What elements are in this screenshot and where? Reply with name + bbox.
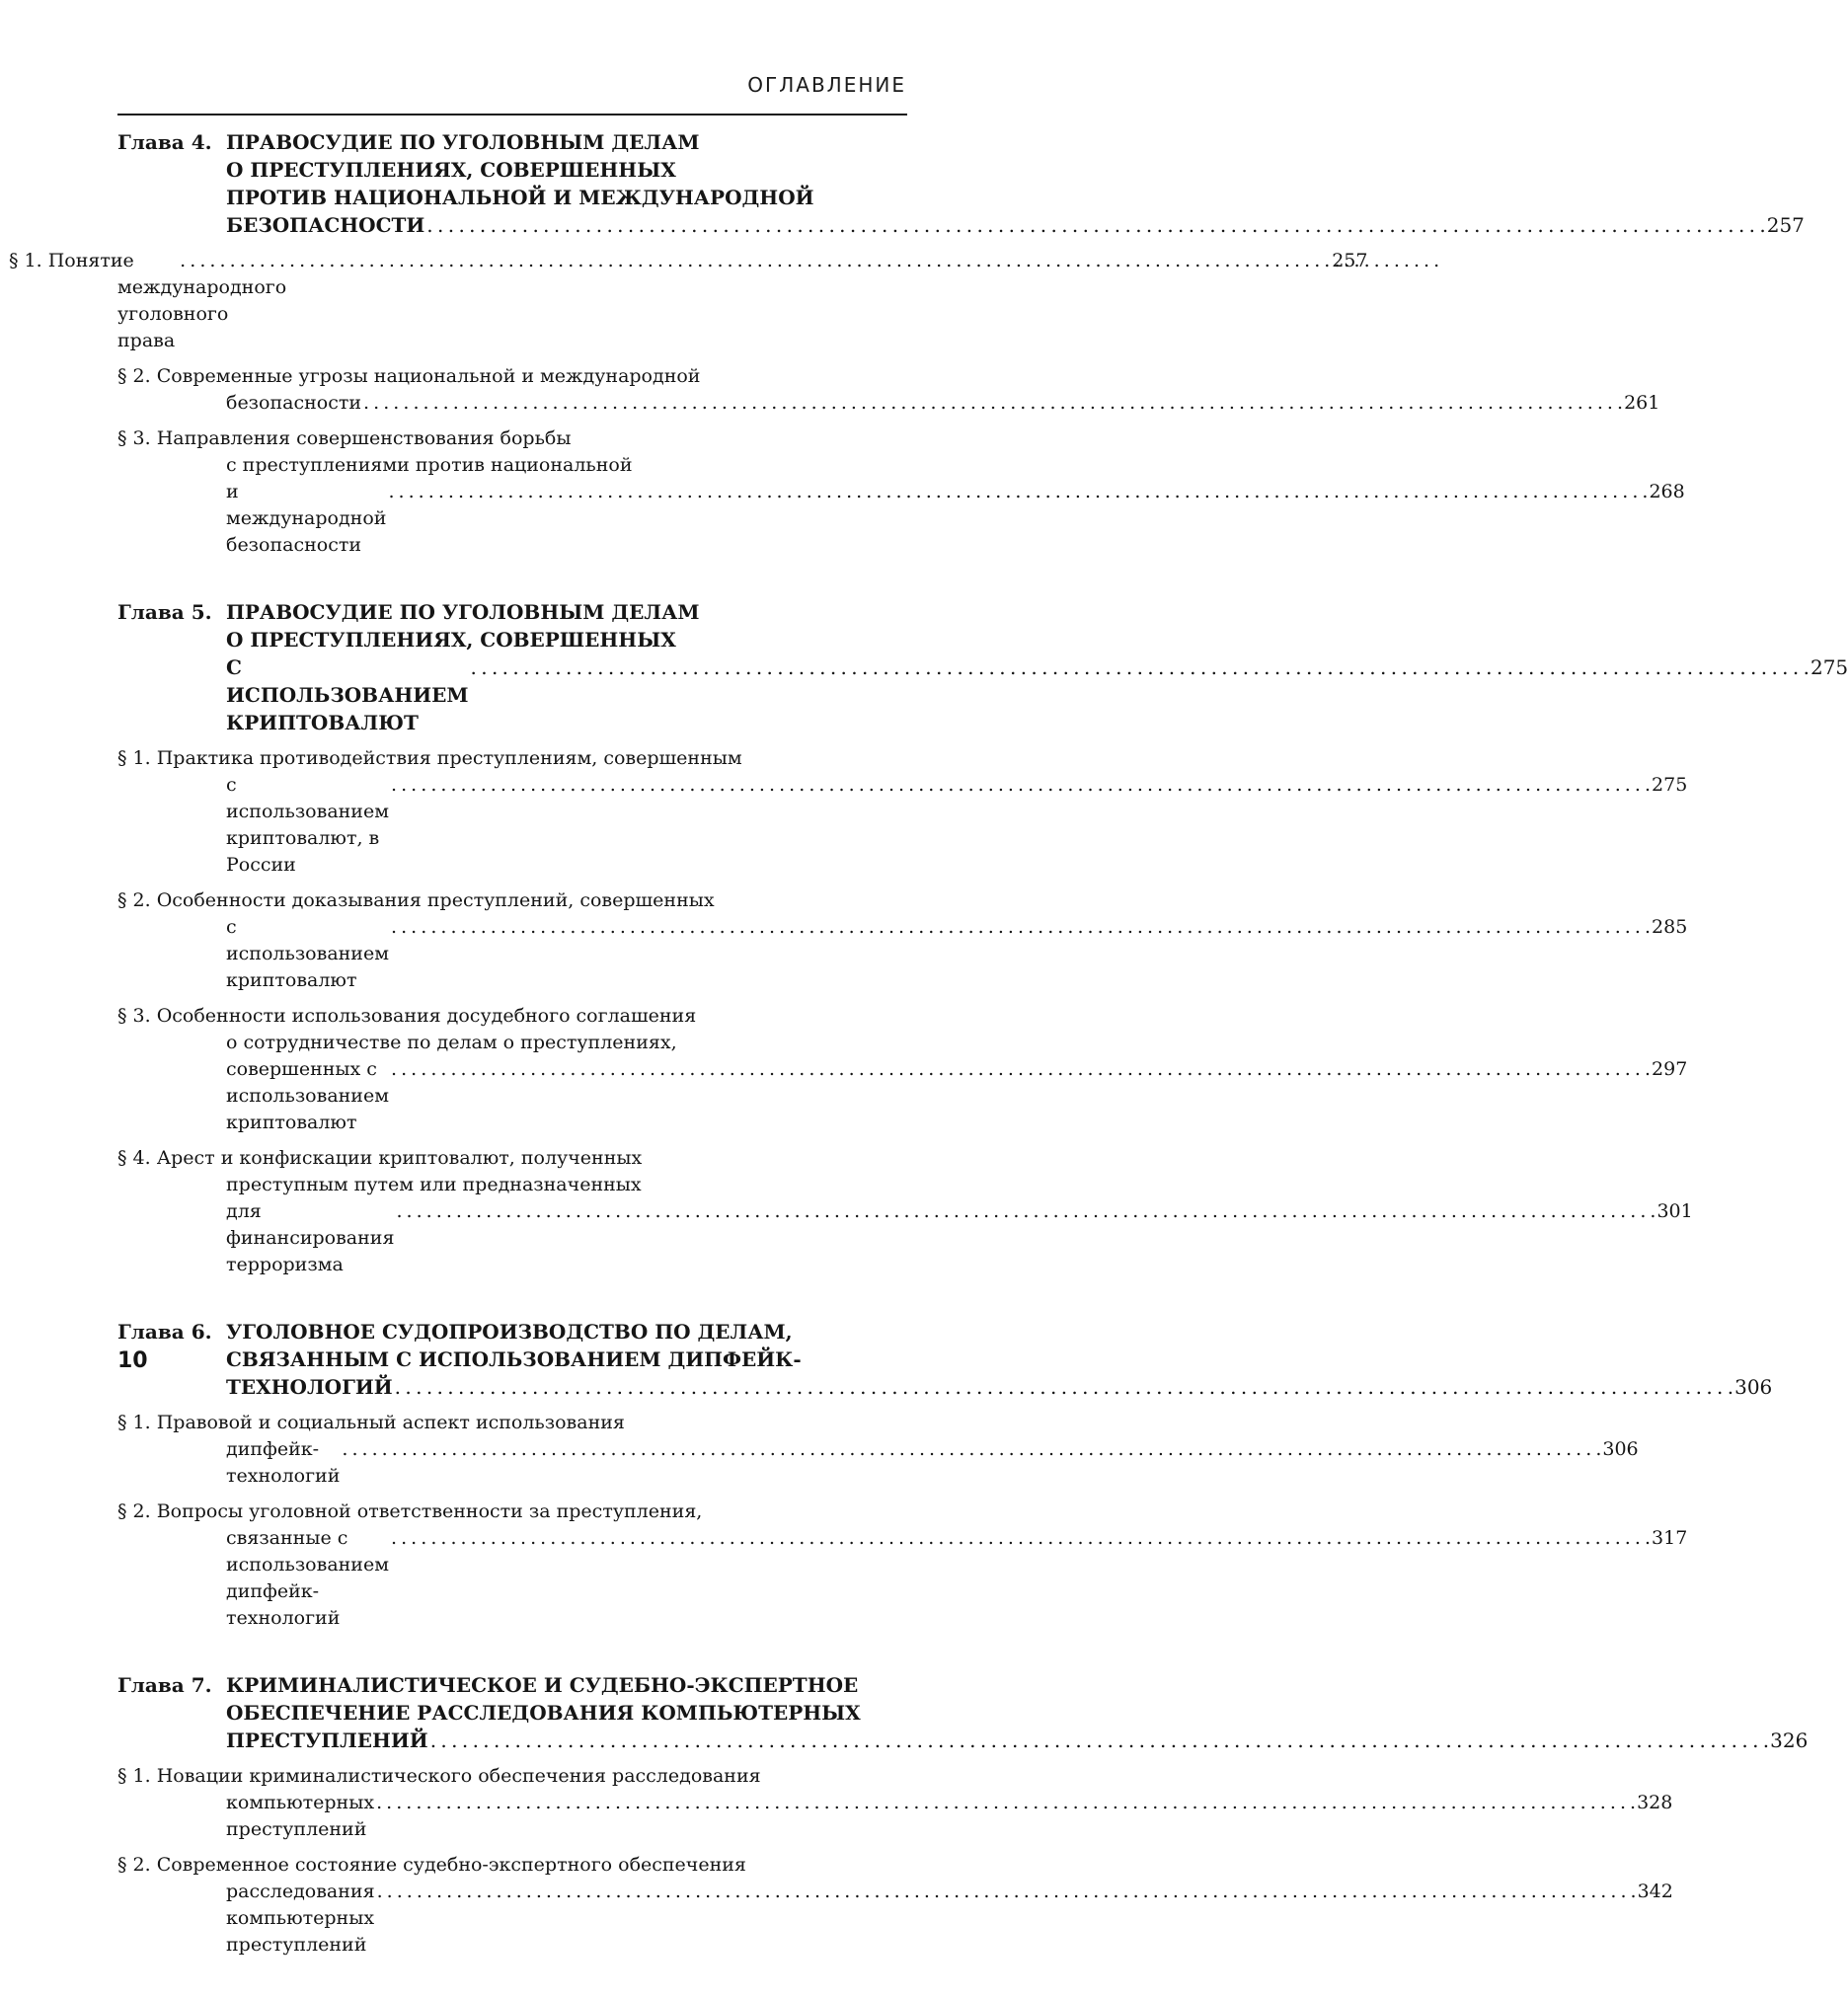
section-page-number: 301	[1656, 1200, 1693, 1222]
section-last-line	[226, 772, 1688, 879]
section-title-lines: § 1. Новации криминалистического обеспечения расследования	[117, 1765, 761, 1787]
chapter-title-end: ПРЕСТУПЛЕНИЙ	[226, 1729, 428, 1752]
section-title-end: и международной безопасности	[226, 481, 387, 556]
section-title-lines: § 2. Современные угрозы национальной и международной	[117, 365, 701, 387]
chapter-title	[226, 1318, 1772, 1401]
section-title-end: для финансирования терроризма	[226, 1200, 395, 1275]
leader-dots	[342, 1436, 1600, 1463]
leader-dots	[391, 1525, 1650, 1552]
toc-chapter	[9, 128, 1805, 559]
section-page-number: 297	[1652, 1058, 1688, 1080]
section-title-end: с использованием криптовалют, в России	[226, 774, 389, 876]
leader-dots	[471, 653, 1809, 681]
section-last-line	[226, 1436, 1639, 1490]
section-page-number: 268	[1649, 481, 1685, 502]
section-title-lines: § 4. Арест и конфискации криптовалют, полученных преступным путем или предназначенных	[117, 1147, 643, 1195]
section-page-number: 275	[1652, 774, 1688, 796]
chapter-title-lines: КРИМИНАЛИСТИЧЕСКОЕ И СУДЕБНО-ЭКСПЕРТНОЕ ОБЕСПЕЧЕНИЕ РАССЛЕДОВАНИЯ КОМПЬЮТЕРНЫХ	[226, 1673, 861, 1725]
toc-chapter	[117, 1318, 1773, 1632]
leader-dots	[391, 914, 1650, 941]
chapter-title-last-line	[226, 1727, 1808, 1754]
chapter-heading[interactable]	[117, 598, 1848, 736]
chapter-title-lines: ПРАВОСУДИЕ ПО УГОЛОВНЫМ ДЕЛАМ О ПРЕСТУПЛЕНИЯХ, СОВЕРШЕННЫХ ПРОТИВ НАЦИОНАЛЬНОЙ И МЕЖДУНАРОДНОЙ	[226, 130, 814, 209]
chapter-title-last-line	[226, 1373, 1772, 1401]
chapter-title	[226, 598, 1848, 736]
section-title-end: расследования компьютерных преступлений	[226, 1881, 375, 1956]
chapter-heading[interactable]	[117, 1318, 1773, 1401]
section-title-lines: § 1. Практика противодействия преступлениям, совершенным	[117, 747, 742, 769]
section-page-number: 317	[1652, 1527, 1688, 1549]
section-title-end: с использованием криптовалют	[226, 916, 389, 991]
section-last-line	[226, 390, 1660, 417]
chapter-heading[interactable]	[117, 128, 1805, 239]
toc-section[interactable]	[117, 1003, 1688, 1136]
leader-dots	[430, 1727, 1768, 1754]
chapter-title	[226, 128, 1805, 239]
chapter-title-last-line	[226, 211, 1805, 239]
chapter-title-lines: ПРАВОСУДИЕ ПО УГОЛОВНЫМ ДЕЛАМ О ПРЕСТУПЛЕНИЯХ, СОВЕРШЕННЫХ	[226, 600, 700, 652]
toc-section[interactable]	[117, 425, 1685, 559]
toc-section[interactable]	[117, 1763, 1673, 1843]
section-page-number: 328	[1637, 1792, 1673, 1813]
leader-dots	[288, 248, 1438, 274]
section-title-lines: § 2. Современное состояние судебно-экспертного обеспечения	[117, 1854, 746, 1876]
section-page-number: 306	[1602, 1438, 1639, 1460]
chapter-label: Глава 7.	[117, 1673, 212, 1697]
section-title-end: компьютерных преступлений	[226, 1792, 375, 1840]
section-last-line	[226, 479, 1685, 559]
section-last-line: § 1. Понятие международного уголовного права . . . 257	[117, 248, 900, 354]
chapter-heading[interactable]	[117, 1671, 1809, 1754]
leader-dots	[388, 479, 1647, 505]
chapter-page-number: 275	[1810, 655, 1848, 679]
toc-section[interactable]	[117, 1410, 1639, 1490]
leader-dots	[391, 772, 1650, 799]
leader-dots	[391, 1056, 1650, 1083]
toc-section[interactable]	[117, 1852, 1673, 1959]
leader-dots	[396, 1198, 1655, 1225]
chapter-title-end: ТЕХНОЛОГИЙ	[226, 1375, 393, 1399]
chapter-title-end: БЕЗОПАСНОСТИ	[226, 213, 425, 237]
section-title-end: совершенных с использованием криптовалют	[226, 1058, 389, 1133]
toc-section[interactable]	[117, 745, 1688, 879]
section-title-lines: § 3. Направления совершенствования борьбы с преступлениями против национальной	[117, 427, 633, 476]
section-last-line	[226, 1198, 1693, 1278]
section-title-end: безопасности	[226, 392, 362, 414]
section-title-end: дипфейк-технологий	[226, 1438, 341, 1487]
toc-section[interactable]	[117, 1498, 1688, 1632]
section-title-lines: § 2. Особенности доказывания преступлений, совершенных	[117, 889, 715, 911]
leader-dots	[426, 211, 1764, 239]
leader-dots	[377, 1879, 1636, 1905]
table-of-contents	[9, 128, 1848, 1998]
section-title-end: § 1. Понятие международного уголовного права	[9, 250, 287, 351]
section-title-end: связанные с использованием дипфейк-технологий	[226, 1527, 389, 1629]
section-page-number: 261	[1624, 392, 1660, 414]
section-last-line	[226, 1879, 1673, 1959]
chapter-page-number: 326	[1770, 1729, 1809, 1752]
section-last-line	[226, 1525, 1688, 1632]
leader-dots	[363, 390, 1622, 417]
leader-dots	[376, 1790, 1635, 1816]
running-head: ОГЛАВЛЕНИЕ	[747, 73, 906, 97]
section-page-number: 342	[1637, 1881, 1673, 1902]
header-rule	[117, 114, 907, 115]
chapter-label: Глава 4.	[117, 130, 212, 154]
section-last-line	[226, 914, 1688, 994]
chapter-title-last-line	[226, 653, 1848, 736]
chapter-title-end: С ИСПОЛЬЗОВАНИЕМ КРИПТОВАЛЮТ	[226, 655, 469, 734]
section-page-number: 285	[1652, 916, 1688, 938]
toc-section[interactable]	[9, 248, 1368, 354]
chapter-title	[226, 1671, 1808, 1754]
leader-dots	[395, 1373, 1732, 1401]
section-title-lines: § 1. Правовой и социальный аспект использования	[117, 1412, 625, 1433]
page-number: 10	[117, 1348, 148, 1373]
toc-section[interactable]	[117, 887, 1688, 994]
toc-chapter	[117, 598, 1848, 1278]
chapter-label: Глава 6.	[117, 1320, 212, 1344]
section-last-line	[226, 1056, 1688, 1136]
toc-chapter	[117, 1671, 1809, 1959]
toc-section[interactable]	[117, 1145, 1693, 1278]
section-title-lines: § 3. Особенности использования досудебного соглашения о сотрудничестве по делам о преступлениях,	[117, 1005, 697, 1053]
toc-section[interactable]	[117, 363, 1660, 417]
section-last-line	[226, 1790, 1673, 1843]
chapter-label: Глава 5.	[117, 600, 212, 624]
chapter-page-number: 306	[1734, 1375, 1773, 1399]
section-title-lines: § 2. Вопросы уголовной ответственности за преступления,	[117, 1500, 703, 1522]
chapter-title-lines: УГОЛОВНОЕ СУДОПРОИЗВОДСТВО ПО ДЕЛАМ, СВЯЗАННЫМ С ИСПОЛЬЗОВАНИЕМ ДИПФЕЙК-	[226, 1320, 802, 1371]
chapter-page-number: 257	[1766, 213, 1805, 237]
